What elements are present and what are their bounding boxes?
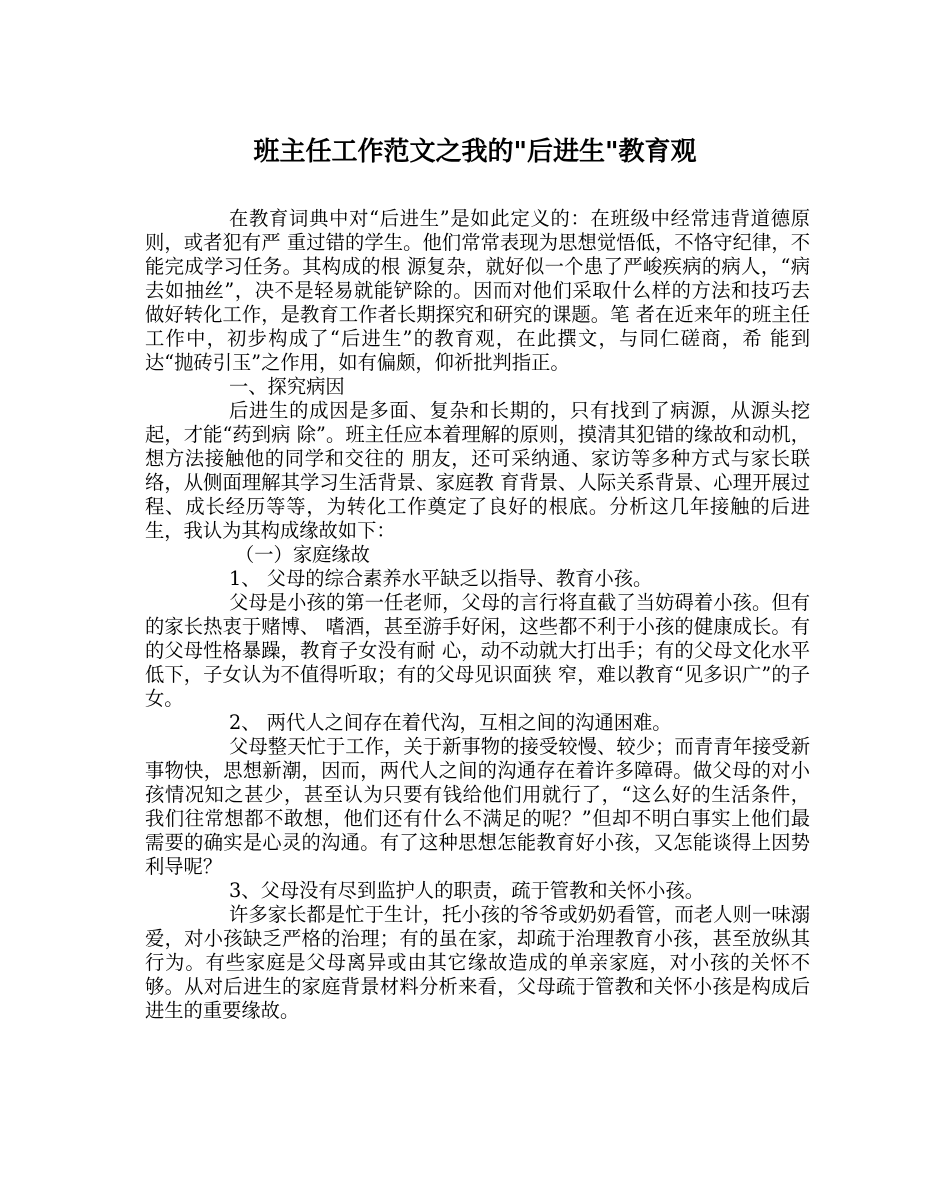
document-title: 班主任工作范文之我的"后进生"教育观 [253,137,697,167]
paragraph-point-3: 许多家长都是忙于生计，托小孩的爷爷或奶奶看管，而老人则一味溺爱，对小孩缺乏严格的治理；有的虽在家，却疏于治理教育小孩，甚至放纵其行为。有些家庭是父母离异或由其它缘故造成的单亲家庭，对小孩的关怀不够。从对后进生的家庭背景材料分析来看，父母疏于管教和关怀小孩是构成后进生的重要缘故。 [145,903,810,1022]
document-body [145,207,810,1023]
paragraph-point-1: 父母是小孩的第一任老师，父母的言行将直截了当妨碍着小孩。但有的家长热衷于赌博、 嗜酒，甚至游手好闲，这些都不利于小孩的健康成长。有的父母性格暴躁，教育子女没有耐 心，动不动就大打出手；有的父母文化水平低下，子女认为不值得听取；有的父母见识面狭 窄，难以教育“见多识广”的子女。 [145,591,810,710]
subsection-heading-family: （一）家庭缘故 [235,543,370,566]
paragraph-point-2: 父母整天忙于工作，关于新事物的接受较慢、较少；而青青年接受新事物快，思想新潮，因而，两代人之间的沟通存在着许多障碍。做父母的对小孩情况知之甚少，甚至认为只要有钱给他们用就行了，“这么好的生活条件，我们往常想都不敢想，他们还有什么不满足的呢？”但却不明白事实上他们最需要的确实是心灵的沟通。有了这种思想怎能教育好小孩，又怎能谈得上因势利导呢？ [145,735,810,878]
paragraph-causes: 后进生的成因是多面、复杂和长期的，只有找到了病源，从源头挖起，才能“药到病 除”。班主任应本着理解的原则，摸清其犯错的缘故和动机，想方法接触他的同学和交往的 朋友，还可采纳通、家访等多种方式与家长联络，从侧面理解其学习生活背景、家庭教 育背景、人际关系背景、心理开展过程、成长经历等等，为转化工作奠定了良好的根底。分析这几年接触的后进生，我认为其构成缘故如下： [145,399,810,542]
section-heading-1: 一、探究病因 [229,375,345,398]
point-heading-3: 3、父母没有尽到监护人的职责，疏于管教和关怀小孩。 [229,879,705,902]
point-heading-2: 2、 两代人之间存在着代沟，互相之间的沟通困难。 [229,711,672,734]
paragraph-intro: 在教育词典中对“后进生”是如此定义的：在班级中经常违背道德原则，或者犯有严 重过错的学生。他们常常表现为思想觉悟低，不恪守纪律，不能完成学习任务。其构成的根 源复杂，就好似一个患了严峻疾病的病人，“病去如抽丝”，决不是轻易就能铲除的。因而对他们采取什么样的方法和技巧去做好转化工作，是教育工作者长期探究和研究的课题。笔 者在近来年的班主任工作中，初步构成了“后进生”的教育观，在此撰文，与同仁磋商，希 能到达“抛砖引玉”之作用，如有偏颇，仰祈批判指正。 [145,207,810,374]
point-heading-1: 1、 父母的综合素养水平缺乏以指导、教育小孩。 [229,567,653,590]
